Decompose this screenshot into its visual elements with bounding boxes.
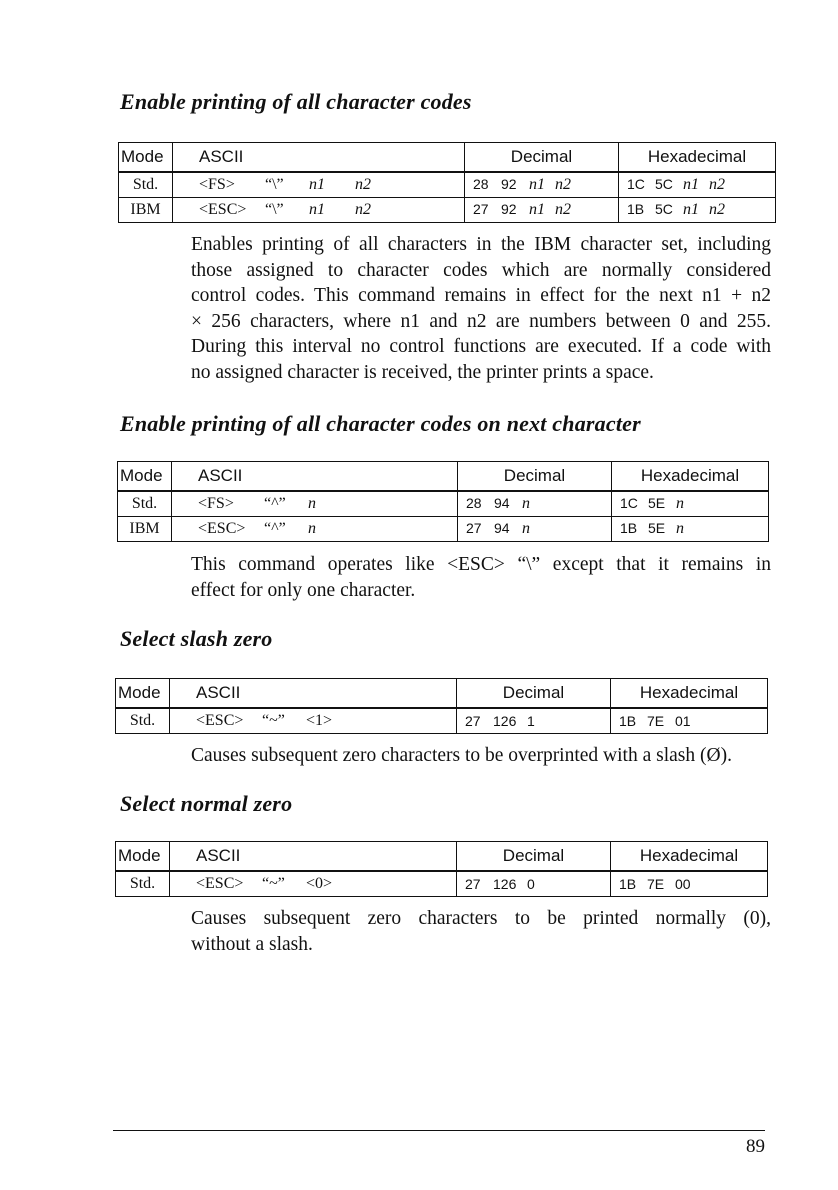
description-line: effect for only one character. xyxy=(191,579,416,601)
description-enable-next-char xyxy=(191,552,771,603)
description-line: without a slash. xyxy=(191,933,313,955)
section-title-enable-all-codes: Enable printing of all character codes xyxy=(120,89,472,114)
hex-cell: 1B 5C n1 n2 xyxy=(619,198,776,223)
description-line: no assigned character is received, the printer prints a space. xyxy=(191,361,654,383)
mode-cell: Std. xyxy=(119,172,173,198)
hex-cell: 1C 5E n xyxy=(612,491,769,517)
decimal-cell: 28 94 n xyxy=(458,491,612,517)
table-header-row xyxy=(118,462,769,492)
table-row xyxy=(116,871,768,897)
table-row xyxy=(118,491,769,517)
header-hexadecimal: Hexadecimal xyxy=(611,842,768,872)
command-table-normal-zero xyxy=(115,841,768,897)
header-hexadecimal: Hexadecimal xyxy=(611,679,768,709)
hex-cell: 1B 5E n xyxy=(612,517,769,542)
table-header-row xyxy=(116,679,768,709)
description-line: This command operates like <ESC> “\” except that it remains in xyxy=(191,554,771,575)
hex-cell: 1B 7E 01 xyxy=(611,708,768,734)
header-mode: Mode xyxy=(119,143,173,173)
hex-cell: 1B 7E 00 xyxy=(611,871,768,897)
header-mode: Mode xyxy=(116,679,170,709)
command-table-enable-next-char xyxy=(117,461,769,542)
header-ascii: ASCII xyxy=(173,143,465,173)
header-decimal: Decimal xyxy=(457,842,611,872)
mode-cell: Std. xyxy=(116,871,170,897)
command-table-enable-all-codes xyxy=(118,142,776,223)
header-ascii: ASCII xyxy=(172,462,458,492)
ascii-cell: <ESC> “~” <1> xyxy=(170,708,457,734)
description-slash-zero xyxy=(191,743,771,769)
mode-cell: Std. xyxy=(116,708,170,734)
decimal-cell: 27 94 n xyxy=(458,517,612,542)
description-line: control codes. This command remains in effect for the next n1 + n2 xyxy=(191,285,771,306)
section-title-normal-zero: Select normal zero xyxy=(120,791,293,816)
header-hexadecimal: Hexadecimal xyxy=(612,462,769,492)
description-enable-all-codes xyxy=(191,232,771,385)
page-number: 89 xyxy=(746,1136,765,1157)
table-row xyxy=(118,517,769,542)
decimal-cell: 28 92 n1 n2 xyxy=(465,172,619,198)
ascii-cell: <ESC> “~” <0> xyxy=(170,871,457,897)
description-line: Causes subsequent zero characters to be printed normally (0), xyxy=(191,908,771,929)
description-line: During this interval no control functions are executed. If a code with xyxy=(191,336,771,357)
description-line: those assigned to character codes which are normally considered xyxy=(191,259,771,281)
ascii-cell: <ESC> “\” n1 n2 xyxy=(173,198,465,223)
command-table-slash-zero xyxy=(115,678,768,734)
section-title-slash-zero: Select slash zero xyxy=(120,626,273,651)
section-title-enable-next-char: Enable printing of all character codes on next character xyxy=(120,411,641,436)
footer-rule xyxy=(113,1130,765,1131)
header-decimal: Decimal xyxy=(458,462,612,492)
mode-cell: IBM xyxy=(118,517,172,542)
description-normal-zero xyxy=(191,906,771,957)
table-header-row xyxy=(116,842,768,872)
mode-cell: Std. xyxy=(118,491,172,517)
table-row xyxy=(119,172,776,198)
decimal-cell: 27 92 n1 n2 xyxy=(465,198,619,223)
header-mode: Mode xyxy=(118,462,172,492)
description-line: × 256 characters, where n1 and n2 are numbers between 0 and 255. xyxy=(191,310,771,332)
header-ascii: ASCII xyxy=(170,842,457,872)
header-decimal: Decimal xyxy=(457,679,611,709)
decimal-cell: 27 126 1 xyxy=(457,708,611,734)
ascii-cell: <ESC> “^” n xyxy=(172,517,458,542)
description-line: Enables printing of all characters in the IBM character set, including xyxy=(191,234,771,255)
header-mode: Mode xyxy=(116,842,170,872)
ascii-cell: <FS> “\” n1 n2 xyxy=(173,172,465,198)
header-decimal: Decimal xyxy=(465,143,619,173)
mode-cell: IBM xyxy=(119,198,173,223)
ascii-cell: <FS> “^” n xyxy=(172,491,458,517)
header-hexadecimal: Hexadecimal xyxy=(619,143,776,173)
description-line: Causes subsequent zero characters to be overprinted with a slash (Ø). xyxy=(191,745,732,766)
hex-cell: 1C 5C n1 n2 xyxy=(619,172,776,198)
header-ascii: ASCII xyxy=(170,679,457,709)
table-row xyxy=(116,708,768,734)
decimal-cell: 27 126 0 xyxy=(457,871,611,897)
table-row xyxy=(119,198,776,223)
table-header-row xyxy=(119,143,776,173)
